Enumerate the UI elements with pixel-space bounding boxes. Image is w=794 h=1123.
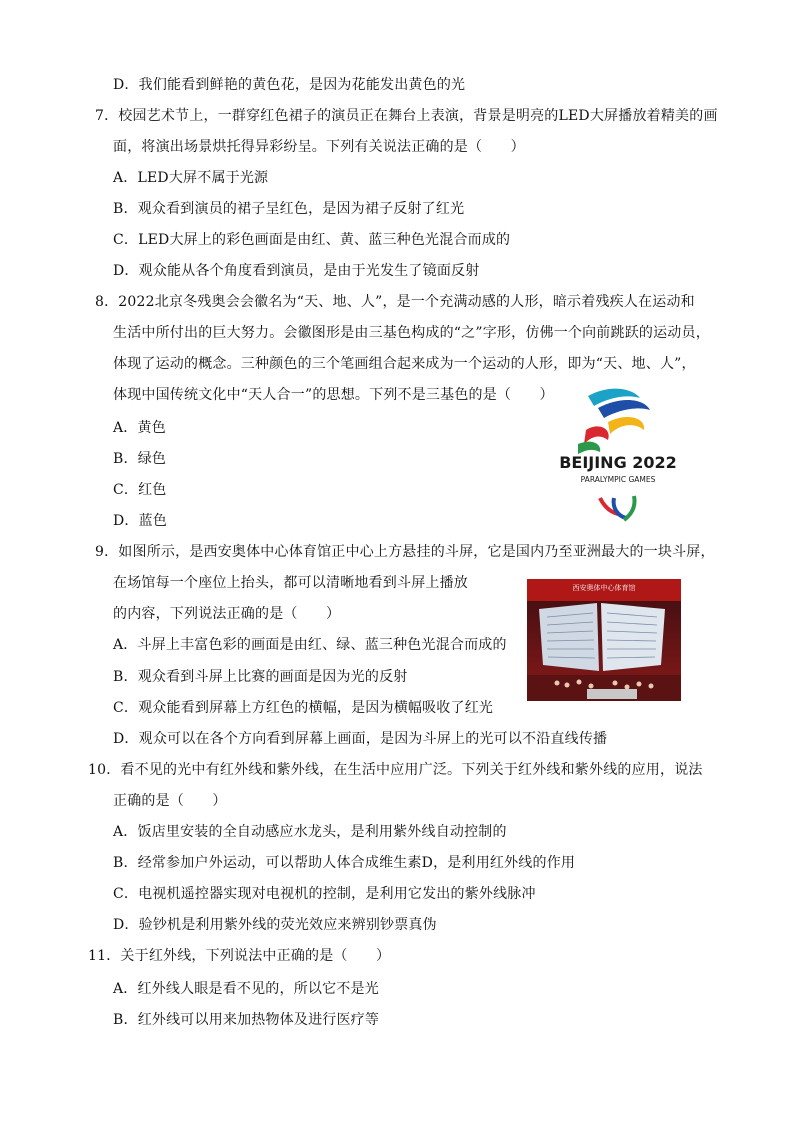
q8-stem-line-3: 体现了运动的概念。三种颜色的三个笔画组合起来成为一个运动的人形，即为“天、地、人”， bbox=[113, 356, 696, 372]
q9-stem-line-3: 的内容，下列说法正确的是（ ） bbox=[113, 606, 341, 622]
q10-option-d: D．验钞机是利用紫外线的荧光效应来辨别钞票真伪 bbox=[113, 917, 437, 933]
q11-stem-line-1: 11．关于红外线，下列说法中正确的是（ ） bbox=[88, 948, 391, 964]
beijing-2022-paralympic-logo bbox=[548, 378, 688, 528]
logo-title: BEIJING 2022 bbox=[559, 453, 677, 472]
q10-option-c: C．电视机遥控器实现对电视机的控制，是利用它发出的紫外线脉冲 bbox=[113, 886, 536, 902]
q7-option-a: A．LED大屏不属于光源 bbox=[113, 170, 269, 186]
q6-option-d: D．我们能看到鲜艳的黄色花，是因为花能发出黄色的光 bbox=[113, 77, 466, 93]
q9-stem-line-2: 在场馆每一个座位上抬头，都可以清晰地看到斗屏上播放 bbox=[113, 575, 468, 591]
arena-illustration bbox=[527, 579, 681, 701]
q7-option-c: C．LED大屏上的彩色画面是由红、黄、蓝三种色光混合而成的 bbox=[113, 232, 511, 248]
q9-option-d: D．观众可以在各个方向看到屏幕上画面，是因为斗屏上的光可以不沿直线传播 bbox=[113, 731, 608, 747]
q8-option-d: D．蓝色 bbox=[113, 513, 168, 529]
q8-stem-line-2: 生活中所付出的巨大努力。会徽图形是由三基色构成的“之”字形，仿佛一个向前跳跃的运动员， bbox=[113, 325, 710, 341]
q9-option-c: C．观众能看到屏幕上方红色的横幅，是因为横幅吸收了红光 bbox=[113, 700, 494, 716]
q8-stem-line-4: 体现中国传统文化中“天人合一”的思想。下列不是三基色的是（ ） bbox=[113, 387, 554, 403]
q7-option-b: B．观众看到演员的裙子呈红色，是因为裙子反射了红光 bbox=[113, 201, 465, 217]
q11-option-b: B．红外线可以用来加热物体及进行医疗等 bbox=[113, 1012, 380, 1028]
q7-stem-line-1: 7．校园艺术节上，一群穿红色裙子的演员正在舞台上表演，背景是明亮的LED大屏播放着精美的画 bbox=[95, 108, 718, 124]
arena-banner-text: 西安奥体中心体育馆 bbox=[572, 584, 636, 592]
q10-stem-line-2: 正确的是（ ） bbox=[113, 793, 227, 809]
q7-option-d: D．观众能从各个角度看到演员，是由于光发生了镜面反射 bbox=[113, 263, 480, 279]
q8-option-a: A．黄色 bbox=[113, 420, 166, 436]
q9-option-b: B．观众看到斗屏上比赛的画面是因为光的反射 bbox=[113, 669, 408, 685]
q9-option-a: A．斗屏上丰富色彩的画面是由红、绿、蓝三种色光混合而成的 bbox=[113, 637, 507, 653]
paralympic-emblem-icon bbox=[548, 378, 688, 528]
q8-option-b: B．绿色 bbox=[113, 451, 167, 467]
q11-option-a: A．红外线人眼是看不见的，所以它不是光 bbox=[113, 981, 379, 997]
q7-stem-line-2: 面，将演出场景烘托得异彩纷呈。下列有关说法正确的是（ ） bbox=[113, 139, 525, 155]
q9-stem-line-1: 9．如图所示，是西安奥体中心体育馆正中心上方悬挂的斗屏，它是国内乃至亚洲最大的一块斗屏， bbox=[95, 544, 715, 560]
q8-option-c: C．红色 bbox=[113, 482, 167, 498]
q10-stem-line-1: 10．看不见的光中有红外线和紫外线，在生活中应用广泛。下列关于红外线和紫外线的应用，说法 bbox=[88, 762, 703, 778]
logo-subtitle: PARALYMPIC GAMES bbox=[580, 475, 656, 484]
q10-option-b: B．经常参加户外运动，可以帮助人体合成维生素D，是利用红外线的作用 bbox=[113, 855, 576, 871]
arena-screen-photo bbox=[527, 579, 681, 701]
q8-stem-line-1: 8．2022北京冬残奥会会徽名为“天、地、人”，是一个充满动感的人形，暗示着残疾人在运动和 bbox=[95, 294, 695, 310]
q10-option-a: A．饭店里安装的全自动感应水龙头，是利用紫外线自动控制的 bbox=[113, 824, 507, 840]
